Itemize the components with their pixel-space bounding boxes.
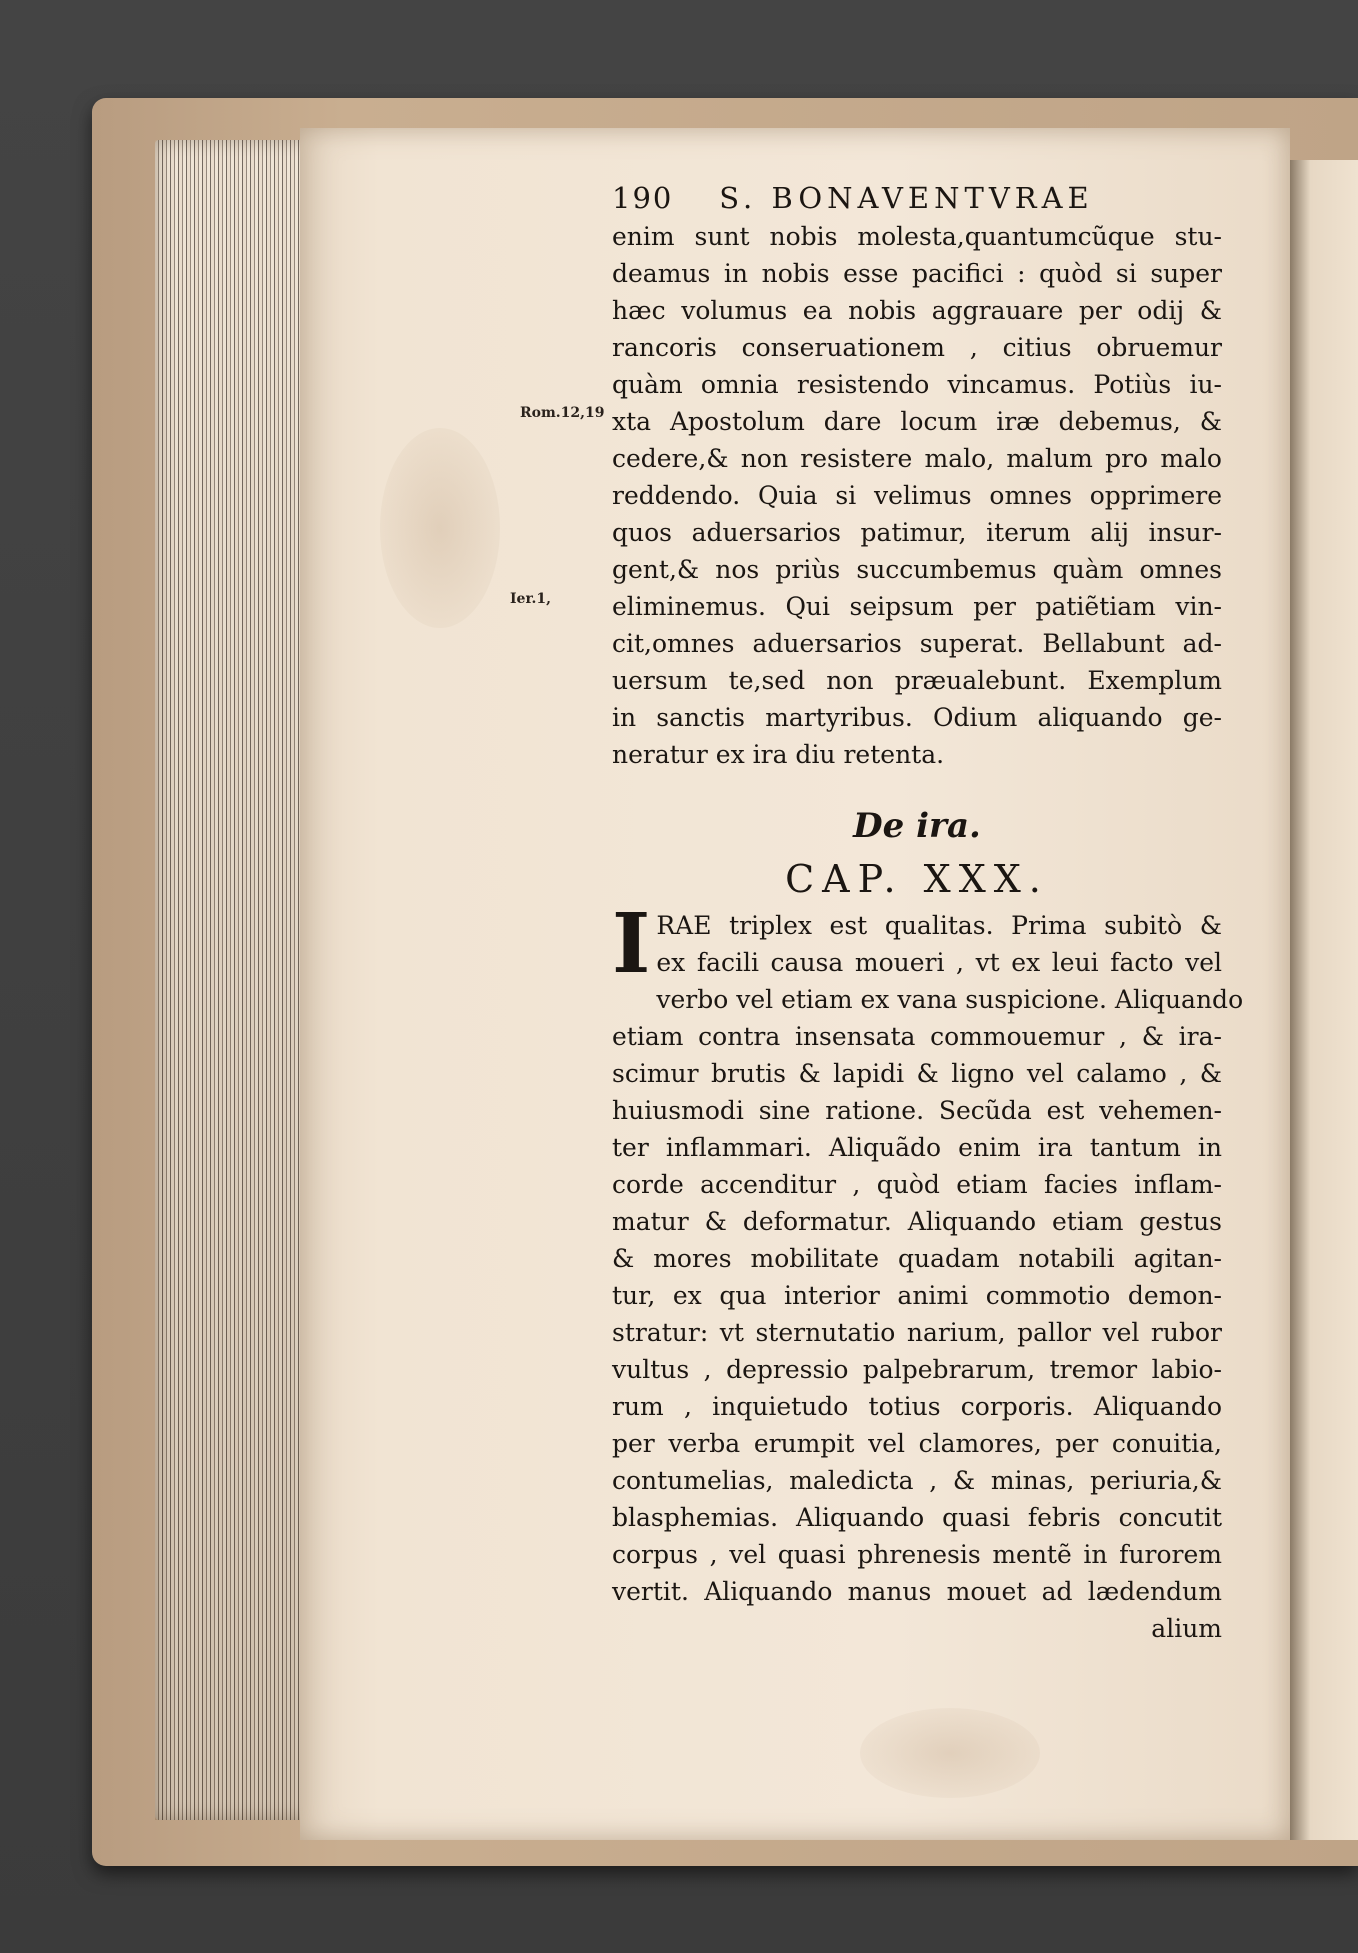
text-column (612, 178, 1244, 1647)
running-head (612, 178, 1222, 218)
text-line: verbo vel etiam ex vana suspicione. Aliquando (656, 985, 1244, 1014)
text-line: quos aduersarios patimur, iterum alij insur- (612, 518, 1222, 547)
catchword: alium (1151, 1614, 1222, 1643)
text-line: rum , inquietudo totius corporis. Aliquando (612, 1392, 1222, 1421)
text-line: corde accenditur , quòd etiam facies inflam- (612, 1170, 1222, 1199)
margin-note-rom: Rom.12,19 (520, 405, 605, 421)
paragraph-continuation (612, 218, 1222, 773)
text-line: eliminemus. Qui seipsum per patiẽtiam vin- (612, 592, 1222, 621)
text-line: vertit. Aliquando manus mouet ad lædendum (612, 1577, 1222, 1606)
text-line: corpus , vel quasi phrenesis mentẽ in furorem (612, 1540, 1222, 1569)
text-line: & mores mobilitate quadam notabili agitan- (612, 1244, 1222, 1273)
book-page (300, 128, 1290, 1840)
text-line: uersum te,sed non præualebunt. Exemplum (612, 666, 1222, 695)
text-line: quàm omnia resistendo vincamus. Potiùs iu- (612, 370, 1222, 399)
text-line: vultus , depressio palpebrarum, tremor labio- (612, 1355, 1222, 1384)
text-line: rancoris conseruationem , citius obruemur (612, 333, 1222, 362)
paper-stain (380, 428, 500, 628)
text-line: in sanctis martyribus. Odium aliquando ge- (612, 703, 1222, 732)
chapter-number: CAP. XXX. (785, 857, 1049, 901)
text-line: etiam contra insensata commouemur , & ira- (612, 1022, 1222, 1051)
running-title: S. BONAVENTVRAE (719, 181, 1094, 215)
text-line: matur & deformatur. Aliquando etiam gestus (612, 1207, 1222, 1236)
text-line: RAE triplex est qualitas. Prima subitò & (656, 911, 1222, 940)
text-line: tur, ex qua interior animi commotio demon- (612, 1281, 1222, 1310)
text-line: gent,& nos priùs succumbemus quàm omnes (612, 555, 1222, 584)
text-line: scimur brutis & lapidi & ligno vel calamo , & (612, 1059, 1222, 1088)
chapter-title: De ira. (853, 806, 981, 846)
text-line: contumelias, maledicta , & minas, periuria,& (612, 1466, 1222, 1495)
text-line: cit,omnes aduersarios superat. Bellabunt ad- (612, 629, 1222, 658)
text-line: cedere,& non resistere malo, malum pro malo (612, 444, 1222, 473)
text-line: xta Apostolum dare locum iræ debemus, & (612, 407, 1222, 436)
text-line: huiusmodi sine ratione. Secũda est vehemen- (612, 1096, 1222, 1125)
text-line: ex facili causa moueri , vt ex leui facto vel (656, 948, 1222, 977)
margin-note-ier: Ier.1, (510, 591, 552, 607)
text-line: stratur: vt sternutatio narium, pallor vel rubor (612, 1318, 1222, 1347)
text-line: per verba erumpit vel clamores, per conuitia, (612, 1429, 1222, 1458)
text-line: blasphemias. Aliquando quasi febris concutit (612, 1503, 1222, 1532)
text-line: reddendo. Quia si velimus omnes opprimere (612, 481, 1222, 510)
text-line: enim sunt nobis molesta,quantumcũque stu- (612, 222, 1222, 251)
drop-cap: I (612, 896, 651, 992)
text-line: neratur ex ira diu retenta. (612, 740, 945, 769)
text-line: ter inflammari. Aliquãdo enim ira tantum in (612, 1133, 1222, 1162)
text-line: hæc volumus ea nobis aggrauare per odij & (612, 296, 1222, 325)
chapter-body (612, 896, 1244, 1647)
text-line: deamus in nobis esse pacifici : quòd si super (612, 259, 1222, 288)
page-number: 190 (612, 181, 674, 215)
paper-stain (860, 1708, 1040, 1798)
facing-page-edge (1290, 160, 1358, 1840)
